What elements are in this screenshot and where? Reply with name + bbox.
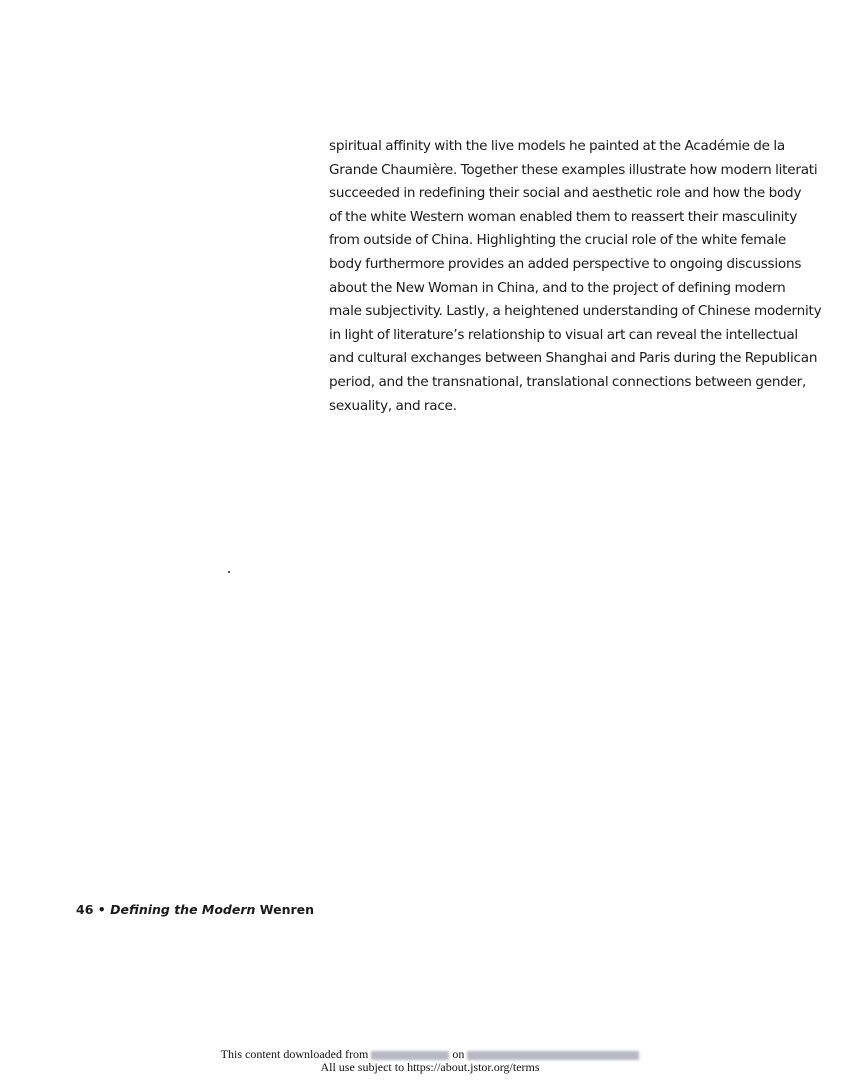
body-line: of the white Western woman enabled them to reassert their masculinity [329,208,798,225]
book-title-italic: Defining the Modern [110,902,256,917]
body-line: period, and the transnational, translational connections between gender, [329,373,807,390]
body-paragraph [329,135,822,418]
stray-mark [228,571,230,573]
running-footer [76,902,314,917]
download-line [0,1048,860,1061]
redacted-ip [371,1051,449,1060]
redacted-timestamp [467,1051,639,1060]
body-line: Grande Chaumière. Together these examples illustrate how modern literati [329,161,818,178]
download-on: on [452,1047,465,1061]
body-line: in light of literature’s relationship to visual art can reveal the intellectual [329,326,798,343]
body-line: from outside of China. Highlighting the crucial role of the white female [329,232,786,249]
body-line: about the New Woman in China, and to the project of defining modern [329,279,786,296]
book-title-roman: Wenren [259,902,315,917]
body-line: succeeded in redefining their social and aesthetic role and how the body [329,185,802,202]
separator-bullet: • [97,902,106,917]
page-number: 46 [76,902,94,917]
body-line: male subjectivity. Lastly, a heightened understanding of Chinese modernity [329,303,822,320]
jstor-download-notice [0,1048,860,1074]
terms-line: All use subject to https://about.jstor.org/terms [320,1060,540,1074]
body-line: sexuality, and race. [329,397,457,414]
body-line: body furthermore provides an added perspective to ongoing discussions [329,255,802,272]
body-line: and cultural exchanges between Shanghai and Paris during the Republican [329,350,818,367]
download-prefix: This content downloaded from [220,1047,369,1061]
body-line: spiritual affinity with the live models he painted at the Académie de la [329,138,785,154]
